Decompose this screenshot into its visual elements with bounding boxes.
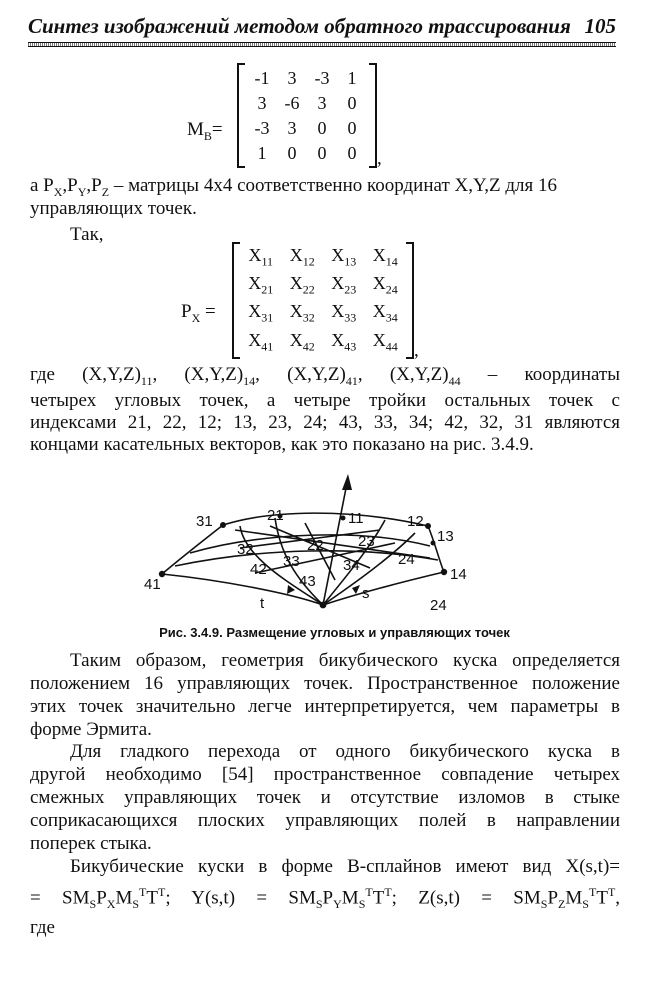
running-header <box>28 14 616 38</box>
control-point <box>341 516 346 521</box>
gde-text: где <box>30 917 55 938</box>
control-point <box>441 569 447 575</box>
label-31: 31 <box>196 513 213 530</box>
label-22: 22 <box>307 537 324 554</box>
arrow-s <box>352 585 360 594</box>
figure-bicubic-patch <box>130 468 510 620</box>
px-label: $P_X$ = <box>181 301 216 325</box>
label-t: t <box>260 595 265 612</box>
matrix-cell: $X_{44}$ <box>372 329 398 354</box>
control-point <box>431 541 436 546</box>
control-point <box>220 522 226 528</box>
matrix-cell: $X_{22}$ <box>289 273 315 297</box>
matrix-cell: 0 <box>347 92 357 113</box>
edge-left <box>162 525 223 574</box>
tak-text: Так, <box>70 224 104 245</box>
matrix-cell: $X_{42}$ <box>289 329 315 354</box>
label-13: 13 <box>437 528 454 545</box>
matrix-cell: $X_{31}$ <box>248 301 274 325</box>
p4-line3: смежных управляющих точек и отсутствие изломов в стыке <box>30 787 620 808</box>
matrix-cell: $X_{32}$ <box>289 301 315 325</box>
matrix-cell: -3 <box>254 118 270 139</box>
p3-line4: форме Эрмита. <box>30 719 152 740</box>
px-trailing-comma: , <box>414 340 419 361</box>
label-12: 12 <box>407 513 424 530</box>
matrix-mb <box>237 63 377 168</box>
label-43: 43 <box>299 573 316 590</box>
label-34: 34 <box>343 557 360 574</box>
matrix-cell: 3 <box>287 118 297 139</box>
matrix-cell: 0 <box>347 118 357 139</box>
matrix-cell: $X_{21}$ <box>248 273 274 297</box>
p4-line2: другой необходимо [54] пространственное совпадение четырех <box>30 764 620 785</box>
control-point <box>320 602 327 609</box>
edge-front-right <box>323 572 444 605</box>
label-24-bottom: 24 <box>430 597 447 614</box>
label-33: 33 <box>283 553 300 570</box>
matrix-cell: 3 <box>317 92 327 113</box>
mb-label: $M_B=$ <box>187 119 223 143</box>
label-32: 32 <box>237 541 254 558</box>
matrix-px-grid <box>234 242 412 359</box>
p5-line1: Бикубические куски в форме B-сплайнов имеют вид X(s,t)= <box>70 856 620 877</box>
label-s: s <box>362 585 370 602</box>
matrix-cell: 3 <box>257 92 267 113</box>
p4-line4: соприкасающихся плоских управляющих полей в направлении <box>30 810 620 831</box>
label-41: 41 <box>144 576 161 593</box>
matrix-cell: -6 <box>284 92 300 113</box>
page-number: 105 <box>584 14 616 38</box>
label-23: 23 <box>358 533 375 550</box>
p1-line1: а $P_X,P_Y,P_Z$ – матрицы 4x4 соответственно координат X,Y,Z для 16 <box>30 175 557 199</box>
matrix-cell: $X_{11}$ <box>248 244 274 269</box>
p2-line3: индексами 21, 22, 12; 13, 23, 24; 43, 33, 34; 42, 32, 31 являются <box>30 412 620 433</box>
mb-trailing-comma: , <box>377 148 382 169</box>
p2-line1: где $(X,Y,Z)_{11}$, $(X,Y,Z)_{14}$, $(X,Y,Z)_{41}$, $(X,Y,Z)_{44}$ – координаты <box>30 364 620 388</box>
matrix-cell: $X_{43}$ <box>331 329 357 354</box>
p4-line5: поперек стыка. <box>30 833 152 854</box>
matrix-cell: -3 <box>314 67 330 88</box>
matrix-cell: $X_{13}$ <box>331 244 357 269</box>
p3-line3: этих точек значительно легче интерпретируется, чем параметры в <box>30 696 620 717</box>
matrix-cell: 0 <box>317 143 327 164</box>
control-point <box>425 523 431 529</box>
label-21: 21 <box>267 507 284 524</box>
matrix-cell: 3 <box>287 67 297 88</box>
matrix-cell: 0 <box>287 143 297 164</box>
matrix-mb-grid <box>239 63 375 168</box>
matrix-cell: 0 <box>317 118 327 139</box>
figure-caption: Рис. 3.4.9. Размещение угловых и управляющих точек <box>159 625 510 640</box>
matrix-px <box>232 242 414 359</box>
header-rule <box>28 42 616 47</box>
p3-line2: положением 16 управляющих точек. Пространственное положение <box>30 673 620 694</box>
matrix-cell: $X_{23}$ <box>331 273 357 297</box>
matrix-cell: $X_{41}$ <box>248 329 274 354</box>
p2-line4: концами касательных векторов, как это показано на рис. 3.4.9. <box>30 434 534 455</box>
p4-line1: Для гладкого перехода от одного бикубического куска в <box>70 741 620 762</box>
matrix-cell: -1 <box>254 67 270 88</box>
edge-back <box>223 513 428 526</box>
label-42: 42 <box>250 561 267 578</box>
normal-arrowhead <box>342 474 352 490</box>
matrix-cell: $X_{34}$ <box>372 301 398 325</box>
p3-line1: Таким образом, геометрия бикубического куска определяется <box>70 650 620 671</box>
matrix-cell: 1 <box>257 143 267 164</box>
header-title: Синтез изображений методом обратного трассирования <box>28 14 571 38</box>
matrix-cell: $X_{33}$ <box>331 301 357 325</box>
matrix-cell: $X_{12}$ <box>289 244 315 269</box>
p5-formula: = $SM_SP_XM_S^TT^T$; $Y(s,t) = SM_SP_YM_S^TT^T$; $Z(s,t) = SM_SP_ZM_S^TT^T$, <box>30 885 621 912</box>
label-24: 24 <box>398 551 415 568</box>
matrix-cell: 1 <box>347 67 357 88</box>
normal-vector <box>323 478 348 605</box>
label-14: 14 <box>450 566 467 583</box>
p2-line2: четырех угловых точек, а четыре тройки остальных точек с <box>30 390 620 411</box>
matrix-cell: $X_{24}$ <box>372 273 398 297</box>
matrix-cell: 0 <box>347 143 357 164</box>
label-11: 11 <box>348 510 364 527</box>
p1-line2: управляющих точек. <box>30 198 197 219</box>
matrix-cell: $X_{14}$ <box>372 244 398 269</box>
